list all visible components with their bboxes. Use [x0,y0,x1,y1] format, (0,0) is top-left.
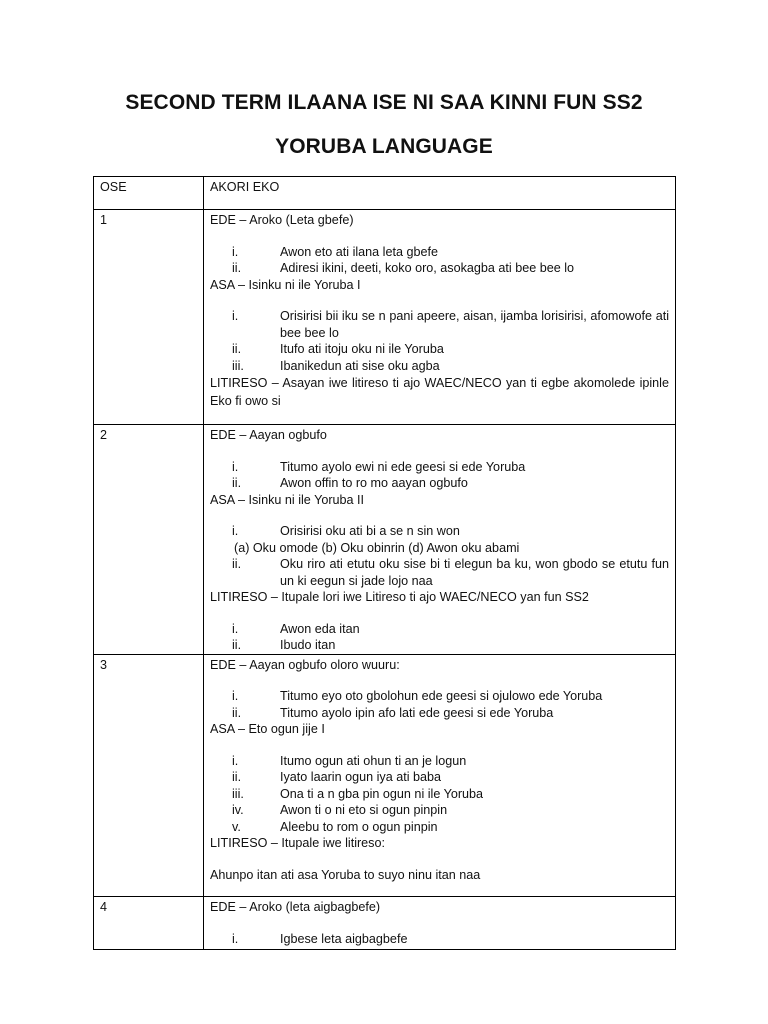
list-number: v. [232,819,241,834]
list-text: Awon eda itan [280,621,360,636]
list-number: i. [232,689,239,703]
week-topics [204,425,676,655]
list-text: Titumo ayolo ewi ni ede geesi si ede Yoruba [280,459,526,474]
list-number: i. [232,753,239,768]
table-row [94,210,676,425]
list-item [210,621,669,638]
litireso-heading: LITIRESO – Itupale iwe litireso: [210,836,385,850]
ede-heading: EDE – Aayan ogbufo [210,428,327,442]
list-number: ii. [232,557,242,571]
list-number: i. [232,931,239,946]
list-item [210,556,669,589]
list-text: Awon ti o ni eto si ogun pinpin [280,803,448,817]
week-topics [204,897,676,950]
list-item [210,786,669,803]
table-header-row [94,177,676,210]
week-number: 3 [94,654,204,897]
list-text: Titumo ayolo ipin afo lati ede geesi si ede Yoruba [280,705,554,720]
list-text: Itufo ati itoju oku ni ile Yoruba [280,342,444,356]
week-number: 1 [94,210,204,425]
litireso-text: Ahunpo itan ati asa Yoruba to suyo ninu itan naa [210,867,481,882]
asa-heading: ASA – Eto ogun jije I [210,722,325,736]
list-number: i. [232,524,239,538]
litireso-text: LITIRESO – Asayan iwe litireso ti ajo WAEC/NECO yan ti egbe akomolede ipinle Eko fi owo si [210,376,669,408]
list-item [210,637,669,654]
list-text: Aleebu to rom o ogun pinpin [280,819,438,834]
list-item [210,341,669,358]
list-item [210,358,669,375]
list-item [210,459,669,476]
list-text: Ibanikedun ati sise oku agba [280,358,440,373]
asa-heading: ASA – Isinku ni ile Yoruba I [210,277,361,292]
week-topics [204,654,676,897]
list-number: ii. [232,638,242,652]
list-number: i. [232,309,239,323]
litireso-heading: LITIRESO – Itupale lori iwe Litireso ti ajo WAEC/NECO yan fun SS2 [210,590,589,604]
list-text: Awon offin to ro mo aayan ogbufo [280,476,468,490]
list-number: ii. [232,261,242,275]
list-subitem: (a) Oku omode (b) Oku obinrin (d) Awon oku abami [234,540,520,555]
list-text: Awon eto ati ilana leta gbefe [280,244,439,259]
week-number: 4 [94,897,204,950]
list-number: ii. [232,342,242,356]
asa-heading: ASA – Isinku ni ile Yoruba II [210,492,365,507]
list-item [210,523,669,540]
list-text: Orisirisi oku ati bi a se n sin won [280,524,460,538]
week-number: 2 [94,425,204,655]
list-item [210,819,669,836]
list-text: Orisirisi bii iku se n pani apeere, aisan, ijamba lorisirisi, afomowofe ati bee bee lo [280,309,669,340]
list-item [210,260,669,277]
scheme-of-work-table [93,176,676,950]
table-row [94,425,676,655]
list-item [210,769,669,786]
list-text: Igbese leta aigbagbefe [280,931,408,946]
list-item [210,802,669,819]
list-number: iii. [232,786,244,801]
list-text: Ibudo itan [280,638,336,652]
list-text: Adiresi ikini, deeti, koko oro, asokagba ati bee bee lo [280,261,575,275]
ede-heading: EDE – Aayan ogbufo oloro wuuru: [210,657,400,672]
list-number: ii. [232,770,242,784]
document-title: SECOND TERM ILAANA ISE NI SAA KINNI FUN SS2 [125,91,643,114]
week-topics [204,210,676,425]
document-subtitle: YORUBA LANGUAGE [275,135,493,158]
table-row [94,897,676,950]
list-item [210,244,669,261]
list-item [210,753,669,770]
header-week: OSE [94,177,204,210]
list-item [210,308,669,341]
list-number: ii. [232,705,242,720]
list-text: Iyato laarin ogun iya ati baba [280,770,442,784]
list-number: ii. [232,476,242,490]
list-text: Oku riro ati etutu oku sise bi ti elegun ba ku, won gbodo se etutu fun un ki eegun si jade lojo naa [280,557,669,588]
list-number: i. [232,459,239,474]
list-item [210,705,669,722]
ede-heading: EDE – Aroko (Leta gbefe) [210,213,354,227]
list-number: iii. [232,358,244,373]
header-topic: AKORI EKO [204,177,676,210]
list-number: i. [232,621,239,636]
list-number: i. [232,244,239,259]
list-text: Ona ti a n gba pin ogun ni ile Yoruba [280,786,484,801]
list-item [210,931,669,950]
list-text: Itumo ogun ati ohun ti an je logun [280,753,467,768]
table-row [94,654,676,897]
list-item [210,475,669,492]
list-item [210,688,669,705]
list-number: iv. [232,803,244,817]
list-text: Titumo eyo oto gbolohun ede geesi si ojulowo ede Yoruba [280,689,603,703]
ede-heading: EDE – Aroko (leta aigbagbefe) [210,900,381,914]
